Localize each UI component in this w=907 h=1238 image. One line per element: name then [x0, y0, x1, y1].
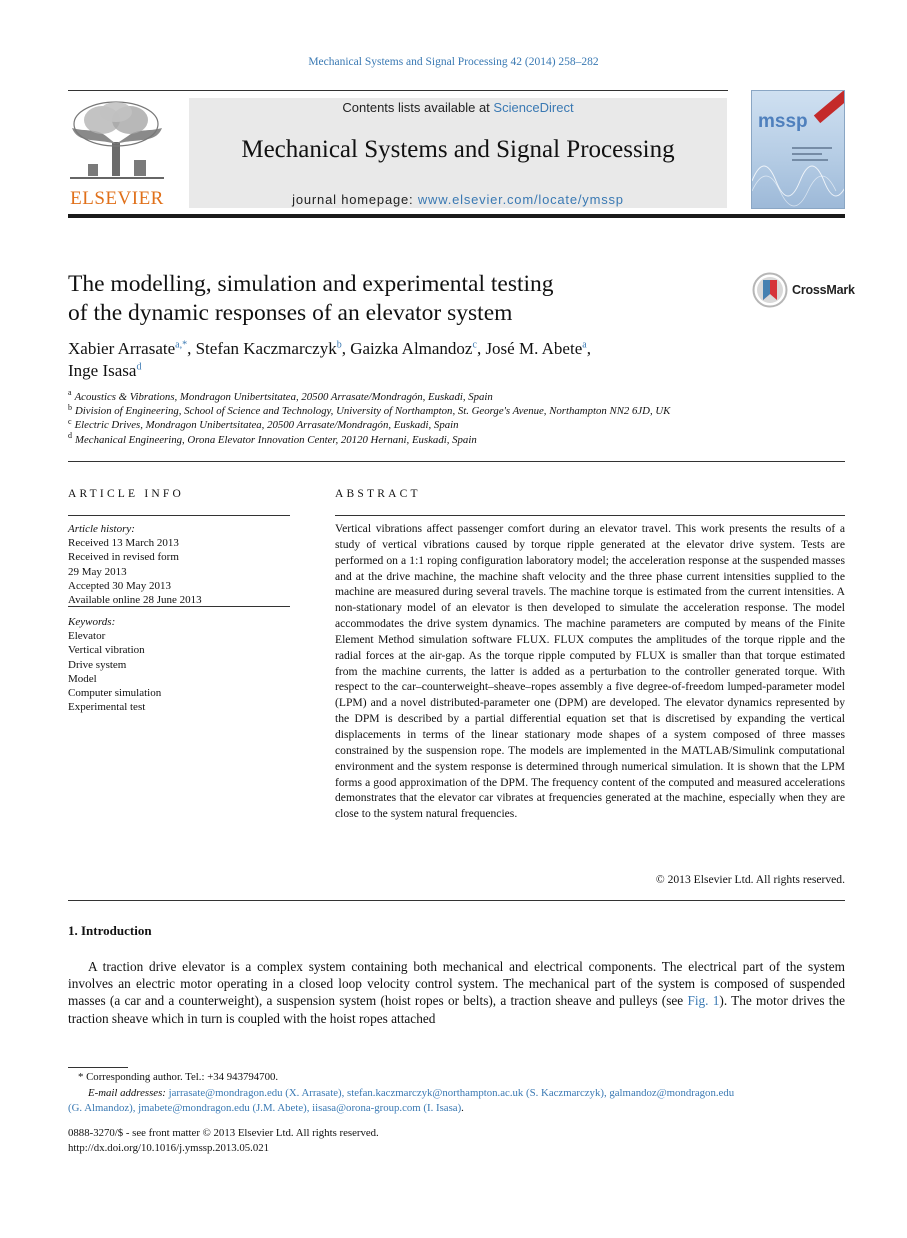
- crossmark-icon: [752, 272, 788, 308]
- footnotes: [68, 1070, 845, 1117]
- author-emails-link[interactable]: (G. Almandoz), jmabete@mondragon.edu (J.M. Abete), iisasa@orona-group.com (I. Isasa): [68, 1102, 462, 1114]
- crossmark-label: CrossMark: [792, 283, 855, 297]
- author-affiliation-marker[interactable]: a,*: [175, 339, 188, 351]
- journal-name[interactable]: Mechanical Systems and Signal Processing: [241, 136, 675, 163]
- contents-line: [189, 100, 727, 115]
- homepage-line: [189, 192, 727, 207]
- affiliation-key: d: [68, 431, 72, 441]
- author-name[interactable]: José M. Abete: [485, 339, 583, 358]
- author-emails-link[interactable]: jarrasate@mondragon.edu (X. Arrasate), stefan.kaczmarczyk@northampton.ac.uk (S. Kaczmarczyk), galmandoz@mondragon.edu: [168, 1086, 735, 1099]
- doi-link[interactable]: http://dx.doi.org/10.1016/j.ymssp.2013.05.021: [68, 1142, 270, 1154]
- author-name[interactable]: Inge Isasa: [68, 361, 137, 380]
- abstract-copyright: © 2013 Elsevier Ltd. All rights reserved.: [655, 873, 845, 886]
- footnote-rule: [68, 1067, 128, 1068]
- author-separator: ,: [586, 339, 591, 358]
- affiliation-item: [68, 404, 848, 418]
- author-separator: ,: [187, 339, 196, 358]
- homepage-prefix: journal homepage:: [292, 192, 418, 207]
- article-info-rule: [68, 515, 290, 516]
- article-title: [68, 270, 708, 328]
- corresponding-author-note: * Corresponding author. Tel.: +34 943794700.: [78, 1071, 279, 1083]
- history-rule: [68, 606, 290, 607]
- affiliation-item: [68, 418, 848, 432]
- journal-cover-thumbnail[interactable]: [751, 90, 845, 209]
- affiliation-text: Mechanical Engineering, Orona Elevator Innovation Center, 20120 Hernani, Euskadi, Spain: [75, 433, 477, 446]
- history-item: Accepted 30 May 2013: [68, 579, 171, 592]
- email-addresses-line-2: [68, 1101, 845, 1117]
- author-affiliation-marker[interactable]: c: [472, 339, 477, 351]
- keyword-item: Elevator: [68, 630, 106, 643]
- history-item: Received 13 March 2013: [68, 537, 179, 550]
- author-name[interactable]: Stefan Kaczmarczyk: [195, 339, 337, 358]
- contents-prefix: Contents lists available at: [342, 100, 494, 115]
- abstract-text: Vertical vibrations affect passenger comfort during an elevator travel. This work presents the results of a study of vertical vibrations caused by torque ripple generated at the elevator drive system. Tests are performed on a 1:1 roping configuration laboratory model; the acceleration response at the suspended masses and at the drive machine, the machine shaft velocity and the three phase current intensities supplied to the machine are measured during several travels. The machine torque is estimated from the current intensities. A non-stationary model of an elevator is then developed to simulate the acceleration response. The model accommodates the drive system dynamics. The machine parameters are computed by means of the Finite Element Method simulation software FLUX. FLUX computes the amplitudes of the torque ripple and the radial forces at the air-gap. As the torque ripple computed by FLUX is smaller than that torque estimated from the machine currents, the latter is added as a perturbation to the controller generated torque. With respect to the car–counterweight–sheave–ropes assembly a five degree-of-freedom lumped-parameter model (LPM) and a novel distributed-parameter one (DPM) are developed. The elevator dynamics represented by the DPM is described by a partial differential equation set that is discretised by expanding the vertical displacements in terms of the linear stationary mode shapes of a system composed of three masses constrained by the suspension rope. The models are implemented in the MATLAB/Simulink computational environment and the system response is determined through numerical simulation. It is shown that the LPM forms a good approximation of the DPM. The frequency content of the computed and measured accelerations demonstrates that the elevator car vibrates at frequencies generated at the machine, especially when they are close to the system natural frequencies.: [335, 522, 845, 821]
- affiliation-key: a: [68, 388, 72, 398]
- intro-text-part: ). The motor drives the traction sheave which in turn is coupled with the hoist ropes attached: [68, 993, 845, 1026]
- affiliation-text: Electric Drives, Mondragon Unibertsitatea, 20500 Arrasate/Mondragón, Euskadi, Spain: [74, 419, 459, 432]
- affiliation-item: [68, 390, 848, 404]
- abstract-bottom-rule: [68, 900, 845, 901]
- affiliation-item: [68, 433, 848, 447]
- affiliation-text: Acoustics & Vibrations, Mondragon Unibertsitatea, 20500 Arrasate/Mondragón, Euskadi, Spain: [74, 391, 493, 403]
- email-line-end: .: [461, 1102, 464, 1114]
- email-addresses-line-1: [68, 1086, 845, 1102]
- article-info-heading: ARTICLE INFO: [68, 488, 184, 500]
- author-separator: ,: [341, 339, 351, 358]
- author-affiliation-marker[interactable]: a: [582, 339, 587, 351]
- history-item: 29 May 2013: [68, 565, 127, 578]
- affiliation-text: Division of Engineering, School of Science and Technology, University of Northampton, St. George's Avenue, Northampton NN2 6JD, UK: [75, 405, 671, 418]
- sciencedirect-link[interactable]: ScienceDirect: [493, 100, 574, 115]
- title-line-2: of the dynamic responses of an elevator system: [68, 300, 513, 326]
- author-name[interactable]: Gaizka Almandoz: [350, 339, 473, 358]
- email-label: E-mail addresses:: [88, 1086, 169, 1099]
- journal-homepage-link[interactable]: www.elsevier.com/locate/ymssp: [417, 192, 624, 207]
- section-divider: [68, 461, 845, 462]
- article-history: [68, 522, 290, 607]
- elsevier-wordmark: ELSEVIER: [70, 188, 164, 209]
- intro-text-part: A traction drive elevator is a complex system containing both mechanical and electrical components. The electrical part of the system involves an electric motor operating in a closed loop velocity control system. The mechanical part of the system is composed of suspended masses (a car and a counterweight), a suspension system (hoist ropes or belts), a traction sheave and pulleys (see: [68, 959, 845, 1009]
- keywords-label: Keywords:: [68, 616, 116, 628]
- elsevier-tree-icon: [66, 98, 168, 186]
- keyword-item: Vertical vibration: [68, 644, 145, 657]
- keyword-item: Experimental test: [68, 701, 146, 714]
- cover-title: mssp: [758, 111, 808, 132]
- journal-banner: [189, 98, 727, 208]
- keyword-item: Model: [68, 672, 97, 685]
- keyword-item: Computer simulation: [68, 687, 162, 700]
- cover-wave-graphic: [752, 91, 845, 209]
- history-label: Article history:: [68, 523, 135, 535]
- abstract-rule: [335, 515, 845, 516]
- affiliation-key: b: [68, 402, 72, 412]
- keywords-list: [68, 615, 290, 714]
- abstract-heading: ABSTRACT: [335, 488, 421, 500]
- crossmark-button[interactable]: [752, 272, 855, 308]
- author-list: [68, 338, 828, 382]
- author-name[interactable]: Xabier Arrasate: [68, 339, 176, 358]
- issn-block: [68, 1126, 379, 1156]
- header-top-rule: [68, 90, 728, 91]
- issn-line: 0888-3270/$ - see front matter © 2013 Elsevier Ltd. All rights reserved.: [68, 1127, 379, 1139]
- journal-citation-link[interactable]: Mechanical Systems and Signal Processing 42 (2014) 258–282: [308, 56, 599, 68]
- keyword-item: Drive system: [68, 658, 127, 671]
- author-affiliation-marker[interactable]: b: [336, 339, 342, 351]
- header-thick-rule: [68, 214, 845, 218]
- author-affiliation-marker[interactable]: d: [136, 361, 142, 373]
- introduction-paragraph: [68, 958, 845, 1027]
- author-separator: ,: [476, 339, 486, 358]
- introduction-heading: 1. Introduction: [68, 923, 152, 938]
- title-line-1: The modelling, simulation and experimental testing: [68, 271, 554, 297]
- elsevier-logo[interactable]: [66, 98, 168, 210]
- affiliation-list: [68, 390, 848, 447]
- figure-1-link[interactable]: Fig. 1: [687, 993, 720, 1009]
- history-item: Received in revised form: [68, 551, 179, 564]
- history-item: Available online 28 June 2013: [68, 594, 202, 607]
- affiliation-key: c: [68, 416, 72, 426]
